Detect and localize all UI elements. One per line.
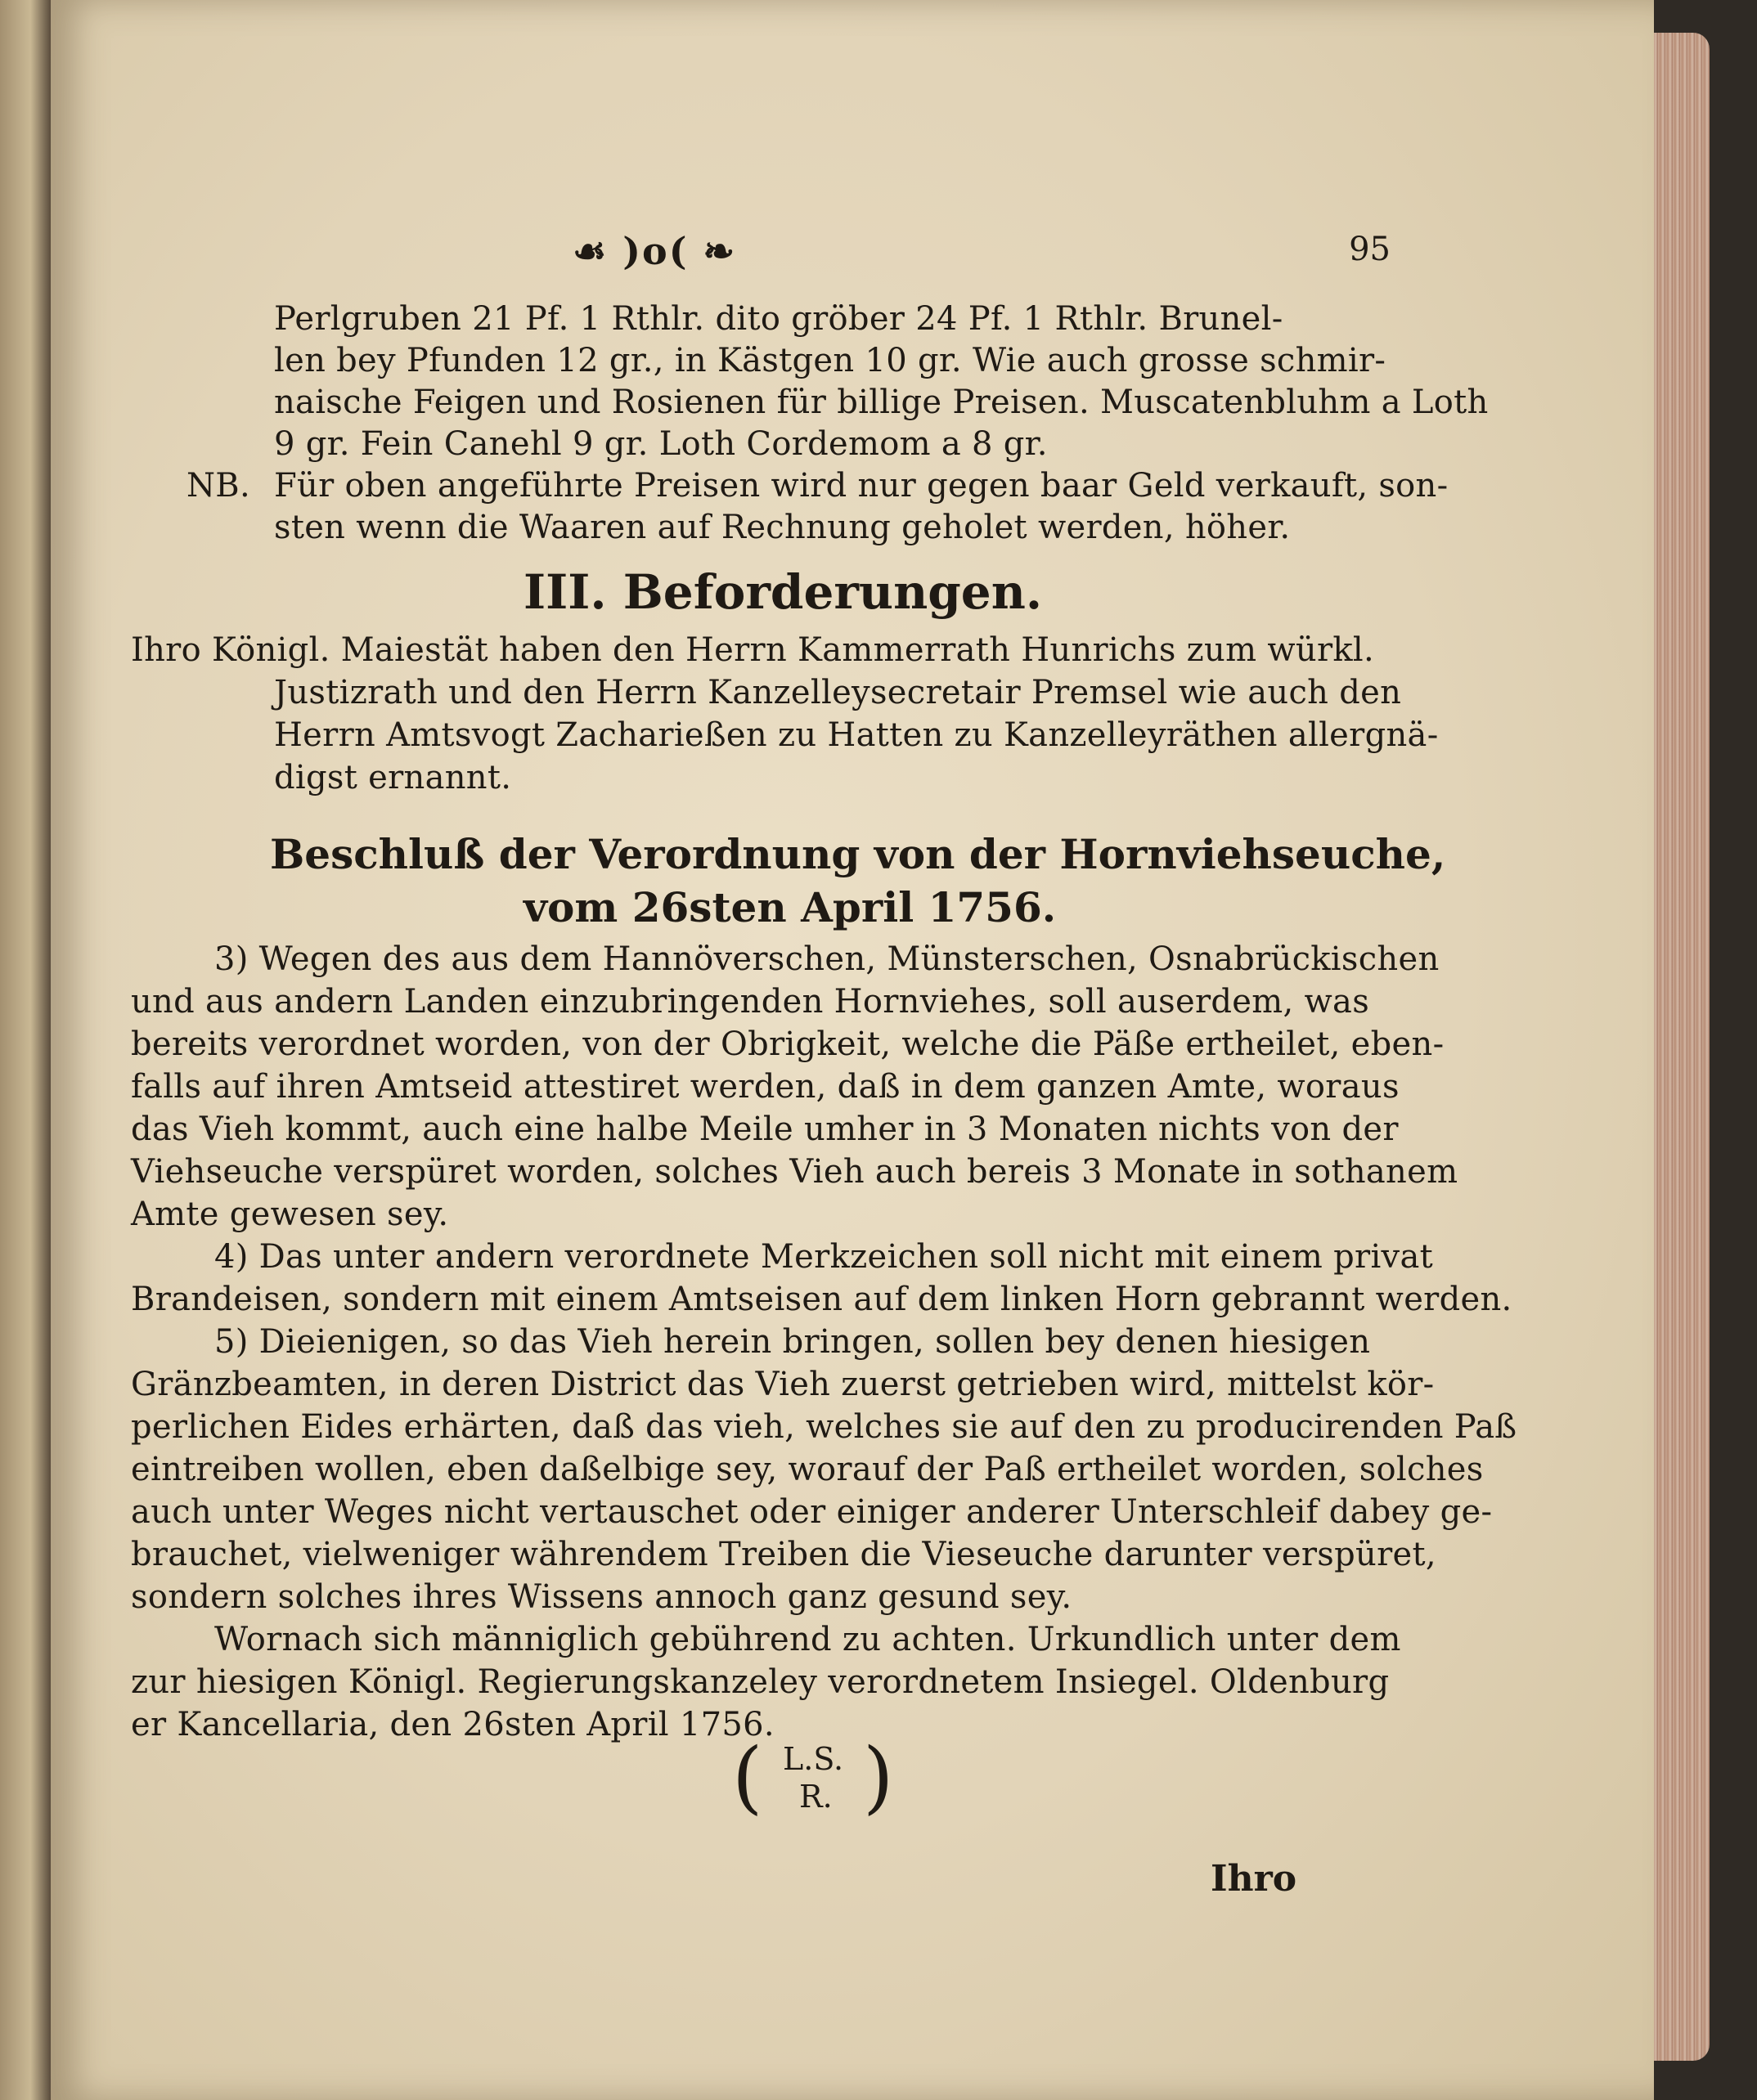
nb-line: sten wenn die Waaren auf Rechnung geholet werden, höher.: [274, 509, 1291, 546]
decree-line: eintreiben wollen, eben daßelbige sey, worauf der Paß ertheilet worden, solches: [131, 1451, 1484, 1488]
decree-line: Brandeisen, sondern mit einem Amtseisen auf dem linken Horn gebrannt werden.: [131, 1281, 1512, 1318]
decree-title-line-2: vom 26sten April 1756.: [524, 883, 1057, 931]
seal-ls: L.S.: [783, 1741, 844, 1777]
decree-line: 4) Das unter andern verordnete Merkzeichen soll nicht mit einem privat: [214, 1238, 1433, 1276]
paragraph-line: Herrn Amtsvogt Zacharießen zu Hatten zu Kanzelleyräthen allergnä-: [274, 716, 1439, 754]
decree-line: Wornach sich männiglich gebührend zu achten. Urkundlich unter dem: [214, 1621, 1401, 1658]
seal-paren-right: ): [863, 1731, 894, 1823]
paragraph-line: Justizrath und den Herrn Kanzelleysecretair Premsel wie auch den: [274, 674, 1402, 711]
decree-line: bereits verordnet worden, von der Obrigkeit, welche die Päße ertheilet, eben-: [131, 1025, 1445, 1063]
paragraph-line: digst ernannt.: [274, 759, 512, 796]
page-number: 95: [1349, 231, 1391, 268]
price-line: 9 gr. Fein Canehl 9 gr. Loth Cordemom a 8 gr.: [274, 425, 1048, 463]
decree-line: und aus andern Landen einzubringenden Hornviehes, soll auserdem, was: [131, 983, 1370, 1021]
nb-label: NB.: [186, 467, 251, 505]
decree-line: brauchet, vielweniger währendem Treiben die Vieseuche darunter verspüret,: [131, 1536, 1436, 1573]
section-heading: III. Beforderungen.: [524, 564, 1043, 620]
decree-line: 5) Dieienigen, so das Vieh herein bringen, sollen bey denen hiesigen: [214, 1323, 1371, 1361]
decree-line: perlichen Eides erhärten, daß das vieh, welches sie auf den zu producirenden Paß: [131, 1408, 1517, 1446]
price-line: Perlgruben 21 Pf. 1 Rthlr. dito gröber 24 Pf. 1 Rthlr. Brunel-: [274, 300, 1283, 338]
decree-line: Gränzbeamten, in deren District das Vieh zuerst getrieben wird, mittelst kör-: [131, 1366, 1435, 1403]
paragraph-line: Ihro Königl. Maiestät haben den Herrn Kammerrath Hunrichs zum würkl.: [131, 631, 1375, 669]
seal-paren-left: (: [732, 1731, 763, 1823]
decree-line: auch unter Weges nicht vertauschet oder einiger anderer Unterschleif dabey ge-: [131, 1493, 1493, 1531]
price-line: naische Feigen und Rosienen für billige Preisen. Muscatenbluhm a Loth: [274, 384, 1489, 421]
nb-line: Für oben angeführte Preisen wird nur gegen baar Geld verkauft, son-: [274, 467, 1449, 505]
running-header: [573, 229, 1391, 278]
catchword: Ihro: [1211, 1858, 1297, 1900]
decree-line: sondern solches ihres Wissens annoch ganz gesund sey.: [131, 1578, 1072, 1616]
price-line: len bey Pfunden 12 gr., in Kästgen 10 gr. Wie auch grosse schmir-: [274, 342, 1386, 379]
decree-line: das Vieh kommt, auch eine halbe Meile umher in 3 Monaten nichts von der: [131, 1111, 1399, 1148]
decree-line: falls auf ihren Amtseid attestiret werden, daß in dem ganzen Amte, woraus: [131, 1068, 1400, 1106]
decree-title-line-1: Beschluß der Verordnung von der Hornviehseuche,: [270, 830, 1446, 878]
decree-line: 3) Wegen des aus dem Hannöverschen, Münsterschen, Osnabrückischen: [214, 940, 1440, 978]
left-page-edge: [0, 0, 51, 2100]
header-ornament: ☙ )o( ❧: [573, 229, 737, 273]
seal-r: R.: [799, 1779, 833, 1815]
decree-line: zur hiesigen Königl. Regierungskanzeley verordnetem Insiegel. Oldenburg: [131, 1663, 1390, 1701]
seal-mark: [732, 1731, 896, 1836]
decree-line: Viehseuche verspüret worden, solches Vieh auch bereis 3 Monate in sothanem: [131, 1153, 1458, 1191]
decree-line: er Kancellaria, den 26sten April 1756.: [131, 1706, 775, 1743]
decree-line: Amte gewesen sey.: [131, 1196, 449, 1233]
